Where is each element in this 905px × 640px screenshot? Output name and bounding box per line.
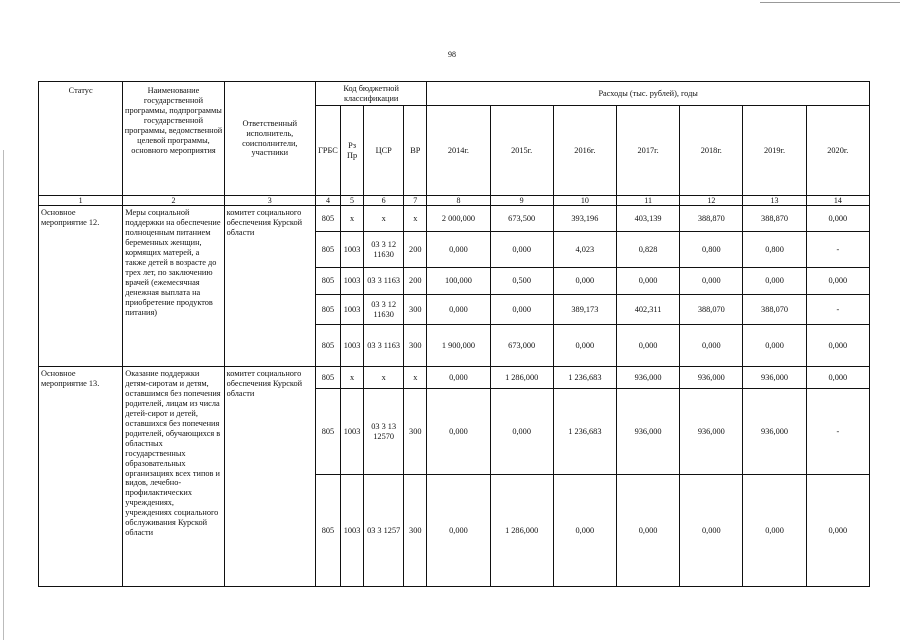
expense-cell: 0,000 [680, 268, 743, 295]
column-number: 3 [224, 196, 315, 206]
header-year: 2014г. [427, 106, 490, 196]
csr-cell: х [364, 367, 404, 389]
header-year: 2018г. [680, 106, 743, 196]
vr-cell: 300 [404, 475, 427, 587]
expense-cell: 936,000 [680, 367, 743, 389]
left-edge-line [3, 150, 4, 640]
rzpr-cell: 1003 [341, 475, 364, 587]
expense-cell: 0,828 [616, 232, 679, 268]
name-cell: Оказание поддержки детям-сиротам и детям, оставшимся без попечения родителей, лицам из числа детей-сирот и детей, оставшихся без попечения родителей, обучающихся в областных государственных образовательных организациях всех типов и видов, лечебно-профилактических учреждениях, учреждениях социального обслуживания Курской области [123, 367, 224, 587]
expense-cell: 2 000,000 [427, 206, 490, 232]
expense-cell: 0,000 [743, 325, 806, 367]
header-csr: ЦСР [364, 106, 404, 196]
header-row-1 [39, 82, 870, 106]
expense-cell: 0,000 [743, 268, 806, 295]
expense-cell: 100,000 [427, 268, 490, 295]
rzpr-cell: 1003 [341, 232, 364, 268]
csr-cell: 03 3 1163 [364, 325, 404, 367]
expense-cell: 0,000 [743, 475, 806, 587]
expense-cell: 1 900,000 [427, 325, 490, 367]
grbs-cell: 805 [315, 206, 340, 232]
table-body [39, 206, 870, 587]
csr-cell: 03 3 12 11630 [364, 232, 404, 268]
vr-cell: 300 [404, 325, 427, 367]
table-row [39, 206, 870, 232]
rzpr-cell: 1003 [341, 295, 364, 325]
expense-cell: 0,500 [490, 268, 553, 295]
expense-cell: 4,023 [553, 232, 616, 268]
expense-cell: 673,000 [490, 325, 553, 367]
header-year: 2015г. [490, 106, 553, 196]
responsible-cell: комитет социального обеспечения Курской области [224, 367, 315, 587]
column-number: 8 [427, 196, 490, 206]
expense-cell: 393,196 [553, 206, 616, 232]
expense-cell: 0,000 [427, 475, 490, 587]
header-name: Наименование государственной программы, подпрограммы государственной программы, ведомственной целевой программы, основного мероприятия [123, 82, 224, 196]
rzpr-cell: 1003 [341, 325, 364, 367]
expense-cell: 0,000 [553, 325, 616, 367]
page-number: 98 [448, 50, 456, 59]
expense-cell: 0,000 [806, 268, 869, 295]
grbs-cell: 805 [315, 325, 340, 367]
expense-cell: 936,000 [743, 389, 806, 475]
expense-cell: 936,000 [743, 367, 806, 389]
expense-cell: 0,000 [616, 268, 679, 295]
expense-cell: 1 286,000 [490, 367, 553, 389]
column-number: 7 [404, 196, 427, 206]
vr-cell: 200 [404, 232, 427, 268]
expense-cell: 0,000 [490, 295, 553, 325]
rzpr-cell: 1003 [341, 389, 364, 475]
vr-cell: 200 [404, 268, 427, 295]
status-cell: Основное мероприятие 12. [39, 206, 123, 367]
status-cell: Основное мероприятие 13. [39, 367, 123, 587]
grbs-cell: 805 [315, 232, 340, 268]
expense-cell: 0,000 [553, 475, 616, 587]
column-number: 12 [680, 196, 743, 206]
grbs-cell: 805 [315, 295, 340, 325]
expense-cell: 0,800 [680, 232, 743, 268]
header-budget-code: Код бюджетной классификации [315, 82, 426, 106]
expense-cell: 0,000 [427, 389, 490, 475]
expense-cell: 0,000 [427, 367, 490, 389]
expense-cell: 936,000 [616, 367, 679, 389]
rzpr-cell: х [341, 367, 364, 389]
header-expenses: Расходы (тыс. рублей), годы [427, 82, 870, 106]
expense-cell: 0,800 [743, 232, 806, 268]
expense-cell: 1 236,683 [553, 367, 616, 389]
expense-cell: 388,070 [743, 295, 806, 325]
header-grbs: ГРБС [315, 106, 340, 196]
vr-cell: х [404, 206, 427, 232]
rzpr-cell: х [341, 206, 364, 232]
rzpr-cell: 1003 [341, 268, 364, 295]
column-number: 9 [490, 196, 553, 206]
expense-cell: 936,000 [680, 389, 743, 475]
vr-cell: х [404, 367, 427, 389]
column-number: 1 [39, 196, 123, 206]
expense-cell: 936,000 [616, 389, 679, 475]
csr-cell: х [364, 206, 404, 232]
expense-cell: - [806, 295, 869, 325]
header-vr: ВР [404, 106, 427, 196]
expense-cell: 0,000 [680, 325, 743, 367]
csr-cell: 03 3 1163 [364, 268, 404, 295]
column-number: 10 [553, 196, 616, 206]
expense-cell: 0,000 [616, 475, 679, 587]
column-number: 14 [806, 196, 869, 206]
grbs-cell: 805 [315, 475, 340, 587]
expense-cell: 1 286,000 [490, 475, 553, 587]
expense-cell: 0,000 [806, 325, 869, 367]
top-edge-line [760, 2, 900, 3]
expense-cell: 0,000 [427, 232, 490, 268]
column-number: 4 [315, 196, 340, 206]
header-year: 2019г. [743, 106, 806, 196]
expense-cell: 403,139 [616, 206, 679, 232]
header-year: 2016г. [553, 106, 616, 196]
responsible-cell: комитет социального обеспечения Курской области [224, 206, 315, 367]
header-status: Статус [39, 82, 123, 196]
column-number: 2 [123, 196, 224, 206]
header-year: 2017г. [616, 106, 679, 196]
expense-cell: 0,000 [806, 367, 869, 389]
header-rzpr: Рз Пр [341, 106, 364, 196]
expense-cell: 0,000 [490, 389, 553, 475]
expense-cell: 0,000 [616, 325, 679, 367]
csr-cell: 03 3 13 12570 [364, 389, 404, 475]
expense-cell: 1 236,683 [553, 389, 616, 475]
expense-cell: 0,000 [490, 232, 553, 268]
expense-cell: - [806, 389, 869, 475]
grbs-cell: 805 [315, 367, 340, 389]
expense-cell: - [806, 232, 869, 268]
expense-cell: 388,870 [743, 206, 806, 232]
grbs-cell: 805 [315, 268, 340, 295]
expense-cell: 388,870 [680, 206, 743, 232]
header-year: 2020г. [806, 106, 869, 196]
vr-cell: 300 [404, 295, 427, 325]
expense-cell: 673,500 [490, 206, 553, 232]
name-cell: Меры социальной поддержки на обеспечение полноценным питанием беременных женщин, кормящих матерей, а также детей в возрасте до трех лет, по заключению врачей (ежемесячная денежная выплата на приобретение продуктов питания) [123, 206, 224, 367]
expense-cell: 402,311 [616, 295, 679, 325]
expense-cell: 388,070 [680, 295, 743, 325]
column-number-row [39, 196, 870, 206]
expense-cell: 0,000 [553, 268, 616, 295]
expense-cell: 389,173 [553, 295, 616, 325]
expense-cell: 0,000 [680, 475, 743, 587]
expense-cell: 0,000 [427, 295, 490, 325]
budget-table [38, 81, 870, 587]
vr-cell: 300 [404, 389, 427, 475]
column-number: 6 [364, 196, 404, 206]
expense-cell: 0,000 [806, 475, 869, 587]
csr-cell: 03 3 1257 [364, 475, 404, 587]
column-number: 5 [341, 196, 364, 206]
column-number: 11 [616, 196, 679, 206]
table-row [39, 367, 870, 389]
expense-cell: 0,000 [806, 206, 869, 232]
header-responsible: Ответственный исполнитель, соисполнители, участники [224, 82, 315, 196]
column-number: 13 [743, 196, 806, 206]
csr-cell: 03 3 12 11630 [364, 295, 404, 325]
grbs-cell: 805 [315, 389, 340, 475]
